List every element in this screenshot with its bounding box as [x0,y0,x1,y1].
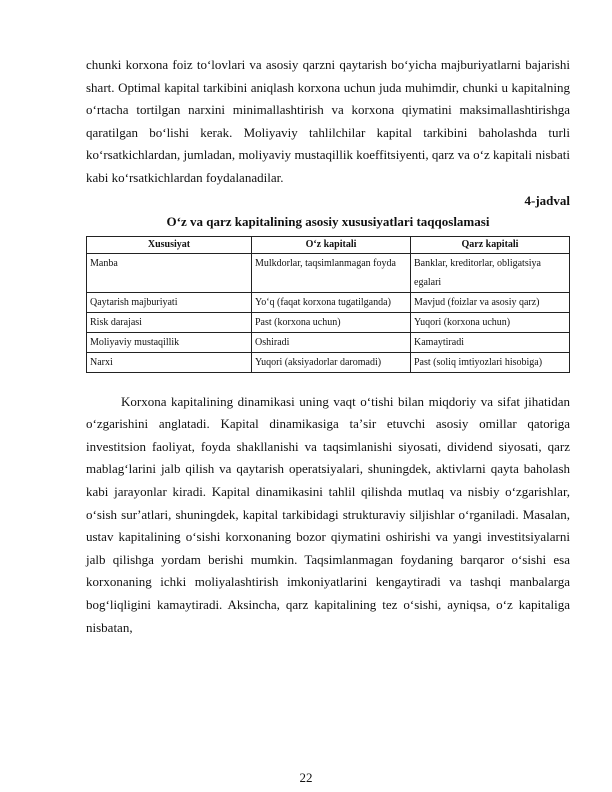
header-equity: O‘z kapitali [252,236,411,253]
header-property: Xususiyat [87,236,252,253]
table-cell: Yuqori (korxona uchun) [411,312,570,332]
table-cell: Qaytarish majburiyati [87,292,252,312]
table-row [87,292,570,312]
table-row [87,352,570,372]
table-cell: Mulkdorlar, taqsimlanmagan foyda [252,253,411,292]
table-cell: Oshiradi [252,332,411,352]
table-cell: Moliyaviy mustaqillik [87,332,252,352]
table-cell: Banklar, kreditorlar, obligatsiya egalari [411,253,570,292]
body-paragraph: Korxona kapitalining dinamikasi uning vaqt oʻtishi bilan miqdoriy va sifat jihatidan oʻzgarishini anglatadi. Kapital dinamikasiga taʼsir etuvchi asosiy omillar qatoriga investitsion faoliyat, foyda shakllanishi va taqsimlanishi siyosati, dividend siyosati, qarz mablagʻlarini jalb qilish va qaytarish operatsiyalari, shuningdek, aktivlarni qayta baholash kabi jarayonlar kiradi. Kapital dinamikasini tahlil qilishda mutlaq va nisbiy oʻzgarishlar, oʻsish surʼatlari, shuningdek, kapital tarkibidagi strukturaviy siljishlar oʻrganiladi. Masalan, ustav kapitalining oʻsishi korxonaning bozor qiymatini oshirishi va yangi investitsiyalarni jalb qilishga yordam berishi mumkin. Taqsimlanmagan foydaning barqaror oʻsishi esa korxonaning ichki moliyalashtirish imkoniyatlarini kengaytiradi va tashqi manbalarga bogʻliqligini kamaytiradi. Aksincha, qarz kapitalining tez oʻsishi, ayniqsa, oʻz kapitaliga nisbatan, [86,393,570,635]
table-cell: Risk darajasi [87,312,252,332]
table-tag: 4-jadval [524,192,570,208]
table-title: O‘z va qarz kapitalining asosiy xususiyatlari taqqoslamasi [166,213,490,229]
table-row [87,253,570,292]
intro-paragraph: chunki korxona foiz toʻlovlari va asosiy qarzni qaytarish boʻyicha majburiyatlarni bajarishi shart. Optimal kapital tarkibini aniqlash korxona uchun juda muhimdir, chunki u kapitalning oʻrtacha tortilgan narxini minimallashtirish va korxona qiymatini maksimallashtirishga qaratilgan boʻlishi kerak. Moliyaviy tahlilchilar kapital tarkibini baholashda turli koʻrsatkichlardan, jumladan, moliyaviy mustaqillik koeffitsiyenti, qarz va oʻz kapitali nisbati kabi koʻrsatkichlardan foydalanadilar. [86,57,570,185]
table-cell: Narxi [87,352,252,372]
table-cell: Yuqori (aksiyadorlar daromadi) [252,352,411,372]
table-cell: Yoʻq (faqat korxona tugatilganda) [252,292,411,312]
table-header-row [87,236,570,253]
comparison-table [86,236,570,373]
table-row [87,312,570,332]
document-page [86,54,570,639]
spacer [86,373,570,391]
table-cell: Past (korxona uchun) [252,312,411,332]
table-cell: Past (soliq imtiyozlari hisobiga) [411,352,570,372]
page-number: 22 [299,770,313,785]
table-row [87,332,570,352]
table-cell: Mavjud (foizlar va asosiy qarz) [411,292,570,312]
table-cell: Manba [87,253,252,292]
header-debt: Qarz kapitali [411,236,570,253]
table-cell: Kamaytiradi [411,332,570,352]
